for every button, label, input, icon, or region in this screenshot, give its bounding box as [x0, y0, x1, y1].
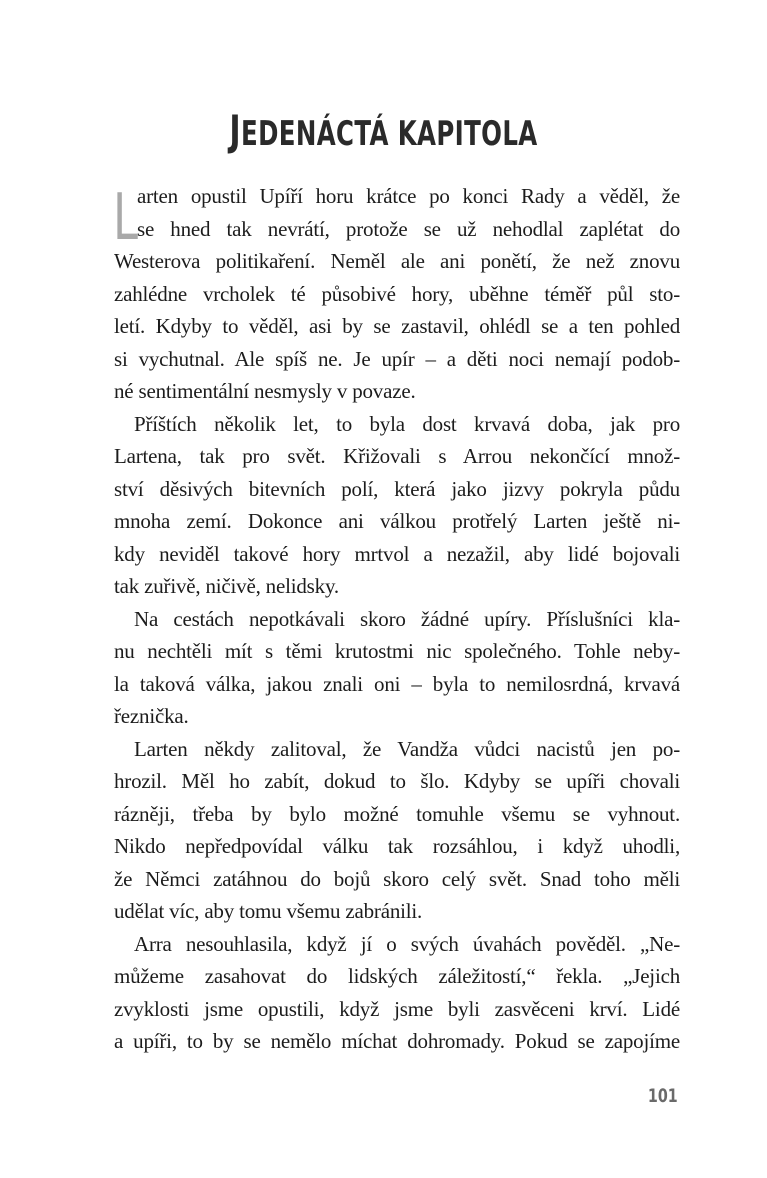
text-line: že Němci zatáhnou do bojů skoro celý svět. Snad toho měli: [114, 866, 680, 891]
text-line: hrozil. Měl ho zabít, dokud to šlo. Kdyby se upíři chovali: [114, 769, 680, 793]
text-line: si vychutnal. Ale spíš ne. Je upír – a děti noci nemají podob-: [114, 346, 680, 371]
text-line: nu nechtěli mít s těmi krutostmi nic společného. Tohle neby-: [114, 639, 680, 663]
text-line: arten opustil Upíří horu krátce po konci Rady a věděl, že: [137, 184, 680, 208]
text-line: mnoha zemí. Dokonce ani válkou protřelý Larten ještě ni-: [114, 509, 680, 533]
text-line: Larten někdy zalitoval, že Vandža vůdci nacistů jen po-: [134, 736, 680, 761]
text-line: se hned tak nevrátí, protože se už nehodlal zaplétat do: [137, 216, 680, 241]
text-line: Příštích několik let, to byla dost krvavá doba, jak pro: [134, 411, 680, 436]
text-line: a upíři, to by se nemělo míchat dohromady. Pokud se zapojíme: [114, 1029, 680, 1053]
text-line: Westerova politikaření. Neměl ale ani ponětí, že než znovu: [114, 249, 680, 273]
text-line: zahlédne vrcholek té působivé hory, uběhne téměř půl sto-: [114, 281, 680, 306]
text-line: Nikdo nepředpovídal válku tak rozsáhlou, i když uhodli,: [114, 834, 680, 858]
drop-cap: L: [113, 181, 138, 255]
text-line: Na cestách nepotkávali skoro žádné upíry. Příslušníci kla-: [134, 606, 680, 631]
chapter-title: [107, 106, 659, 155]
text-line: Lartena, tak pro svět. Křižovali s Arrou nekončící množ-: [114, 444, 680, 468]
text-line: la taková válka, jakou znali oni – byla to nemilosrdná, krvavá: [114, 671, 680, 696]
text-line: Arra nesouhlasila, když jí o svých úvahách pověděl. „Ne-: [134, 931, 680, 956]
chapter-title-rest: EDENÁCTÁ KAPITOLA: [241, 114, 538, 154]
page-number: 101: [648, 1085, 678, 1107]
text-line: né sentimentální nesmysly v povaze.: [114, 379, 416, 403]
text-line: tak zuřivě, ničivě, nelidsky.: [114, 574, 339, 598]
text-line: udělat víc, aby tomu všemu zabránili.: [114, 899, 423, 923]
text-line: letí. Kdyby to věděl, asi by se zastavil, ohlédl se a ten pohled: [114, 314, 680, 338]
text-line: rázněji, třeba by bylo možné tomuhle všemu se vyhnout.: [114, 801, 680, 826]
text-line: ství děsivých bitevních polí, která jako jizvy pokryla půdu: [114, 476, 680, 501]
body-text: [114, 180, 680, 1058]
text-line: řeznička.: [114, 704, 189, 728]
text-line: můžeme zasahovat do lidských záležitostí,“ řekla. „Jejich: [114, 964, 680, 988]
text-line: kdy neviděl takové hory mrtvol a nezažil, aby lidé bojovali: [114, 541, 680, 566]
chapter-title-initial: J: [229, 106, 242, 155]
text-line: zvyklosti jsme opustili, když jsme byli zasvěceni krví. Lidé: [114, 996, 680, 1021]
